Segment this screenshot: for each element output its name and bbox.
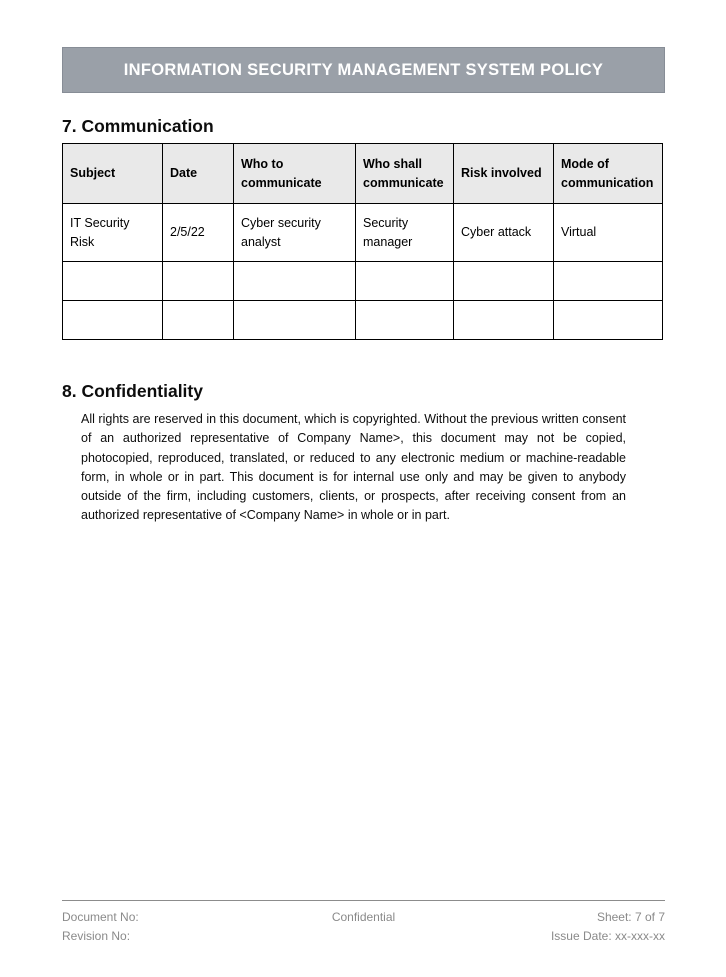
table-cell-date: 2/5/22 <box>163 204 234 262</box>
page-footer <box>62 900 665 946</box>
table-cell-empty <box>554 301 663 340</box>
table-cell-empty <box>356 262 454 301</box>
revision-no-label: Revision No: <box>62 929 131 943</box>
table-cell-empty <box>163 301 234 340</box>
table-cell-subject: IT Security Risk <box>63 204 163 262</box>
table-row <box>63 204 663 262</box>
sheet-number-label: Sheet: 7 of 7 <box>596 910 665 924</box>
communication-table <box>62 143 663 340</box>
table-cell-empty <box>454 301 554 340</box>
communication-section-heading: 7. Communication <box>62 116 214 136</box>
footer-left-column <box>62 908 262 946</box>
table-cell-risk-involved: Cyber attack <box>454 204 554 262</box>
table-cell-mode-of-communication: Virtual <box>554 204 663 262</box>
table-header-subject: Subject <box>63 144 163 204</box>
table-cell-who-shall-communicate: Security manager <box>356 204 454 262</box>
table-header-who-to-communicate: Who to communicate <box>234 144 356 204</box>
footer-center-column <box>262 908 465 946</box>
table-cell-empty <box>356 301 454 340</box>
table-header-risk-involved: Risk involved <box>454 144 554 204</box>
table-row <box>63 301 663 340</box>
table-cell-empty <box>163 262 234 301</box>
footer-right-column <box>465 908 665 946</box>
confidentiality-body-text: All rights are reserved in this document, which is copyrighted. Without the previous written consent of an authorized representative of Company Name>, this document may not be copied, photocopied, reproduced, translated, or reduced to any electronic medium or machine-readable form, in whole or in part. This document is for internal use only and may be given to anybody outside of the firm, including customers, clients, or prospects, after receiving consent from an authorized representative of <Company Name> in whole or in part. <box>81 412 626 523</box>
table-header-date: Date <box>163 144 234 204</box>
document-title: INFORMATION SECURITY MANAGEMENT SYSTEM POLICY <box>123 60 604 79</box>
table-row <box>63 262 663 301</box>
table-cell-empty <box>454 262 554 301</box>
document-title-banner <box>62 47 665 93</box>
document-no-label: Document No: <box>62 910 139 924</box>
table-header-row <box>63 144 663 204</box>
table-cell-who-to-communicate: Cyber security analyst <box>234 204 356 262</box>
table-cell-empty <box>234 301 356 340</box>
table-cell-empty <box>63 262 163 301</box>
confidential-label: Confidential <box>331 910 396 924</box>
issue-date-label: Issue Date: xx-xxx-xx <box>550 929 665 943</box>
table-cell-empty <box>554 262 663 301</box>
table-header-who-shall-communicate: Who shall communicate <box>356 144 454 204</box>
table-cell-empty <box>63 301 163 340</box>
table-cell-empty <box>234 262 356 301</box>
confidentiality-section-heading: 8. Confidentiality <box>62 381 203 401</box>
table-header-mode-of-communication: Mode of communication <box>554 144 663 204</box>
